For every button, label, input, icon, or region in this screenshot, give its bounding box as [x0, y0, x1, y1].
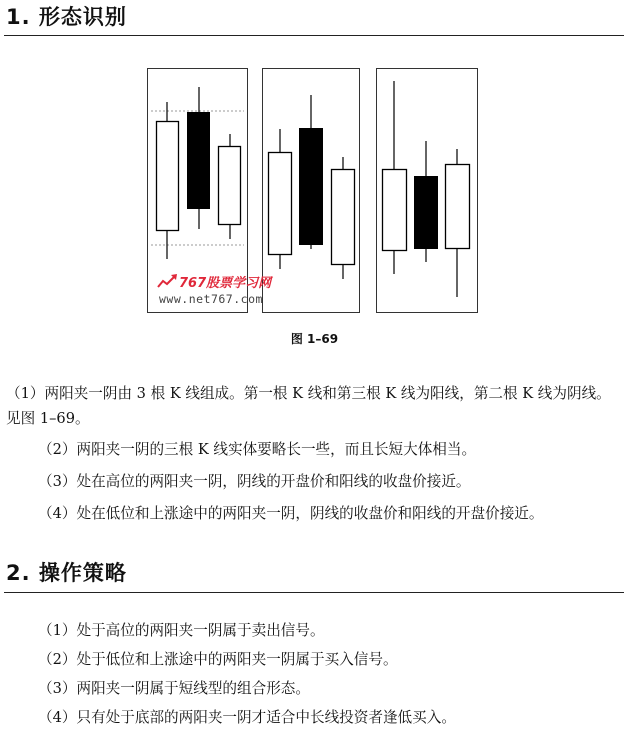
watermark-logo: 767股票学习网 — [179, 276, 272, 291]
watermark-url: www.net767.com — [159, 292, 263, 306]
paragraph: （3）两阳夹一阴属于短线型的组合形态。 — [38, 680, 310, 697]
heading-rule — [4, 592, 624, 593]
bullish-candle — [219, 147, 241, 225]
heading-rule — [4, 35, 624, 36]
paragraph: （1）处于高位的两阳夹一阴属于卖出信号。 — [38, 622, 325, 639]
paragraph: （1）两阳夹一阴由 3 根 K 线组成。第一根 K 线和第三根 K 线为阳线，第二根 K 线为阴线。见图 1–69。 — [6, 385, 611, 427]
trend-arrow-icon — [157, 273, 179, 289]
paragraph: （4）只有处于底部的两阳夹一阴才适合中长线投资者逢低买入。 — [38, 709, 456, 726]
figure-caption: 图 1–69 — [290, 332, 339, 346]
bearish-candle — [414, 176, 438, 249]
bearish-candle — [187, 112, 210, 209]
paragraph: （3）处在高位的两阳夹一阴，阴线的开盘价和阳线的收盘价接近。 — [38, 473, 471, 490]
bullish-candle — [269, 153, 292, 255]
bullish-candle — [332, 170, 355, 265]
paragraph: （4）处在低位和上涨途中的两阳夹一阴，阴线的收盘价和阳线的开盘价接近。 — [38, 505, 544, 522]
site-watermark — [157, 272, 307, 310]
candlestick-panel-low — [376, 68, 478, 313]
bullish-candle — [446, 165, 470, 249]
section-heading-pattern-recognition: 1. 形态识别 — [6, 5, 127, 29]
candlestick-diagram — [377, 69, 477, 312]
bullish-candle — [383, 170, 407, 251]
paragraph: （2）两阳夹一阴的三根 K 线实体要略长一些，而且长短大体相当。 — [38, 441, 477, 458]
paragraph: （2）处于低位和上涨途中的两阳夹一阴属于买入信号。 — [38, 651, 398, 668]
bearish-candle — [299, 128, 323, 245]
bullish-candle — [157, 122, 179, 231]
section-heading-strategy: 2. 操作策略 — [6, 561, 127, 585]
